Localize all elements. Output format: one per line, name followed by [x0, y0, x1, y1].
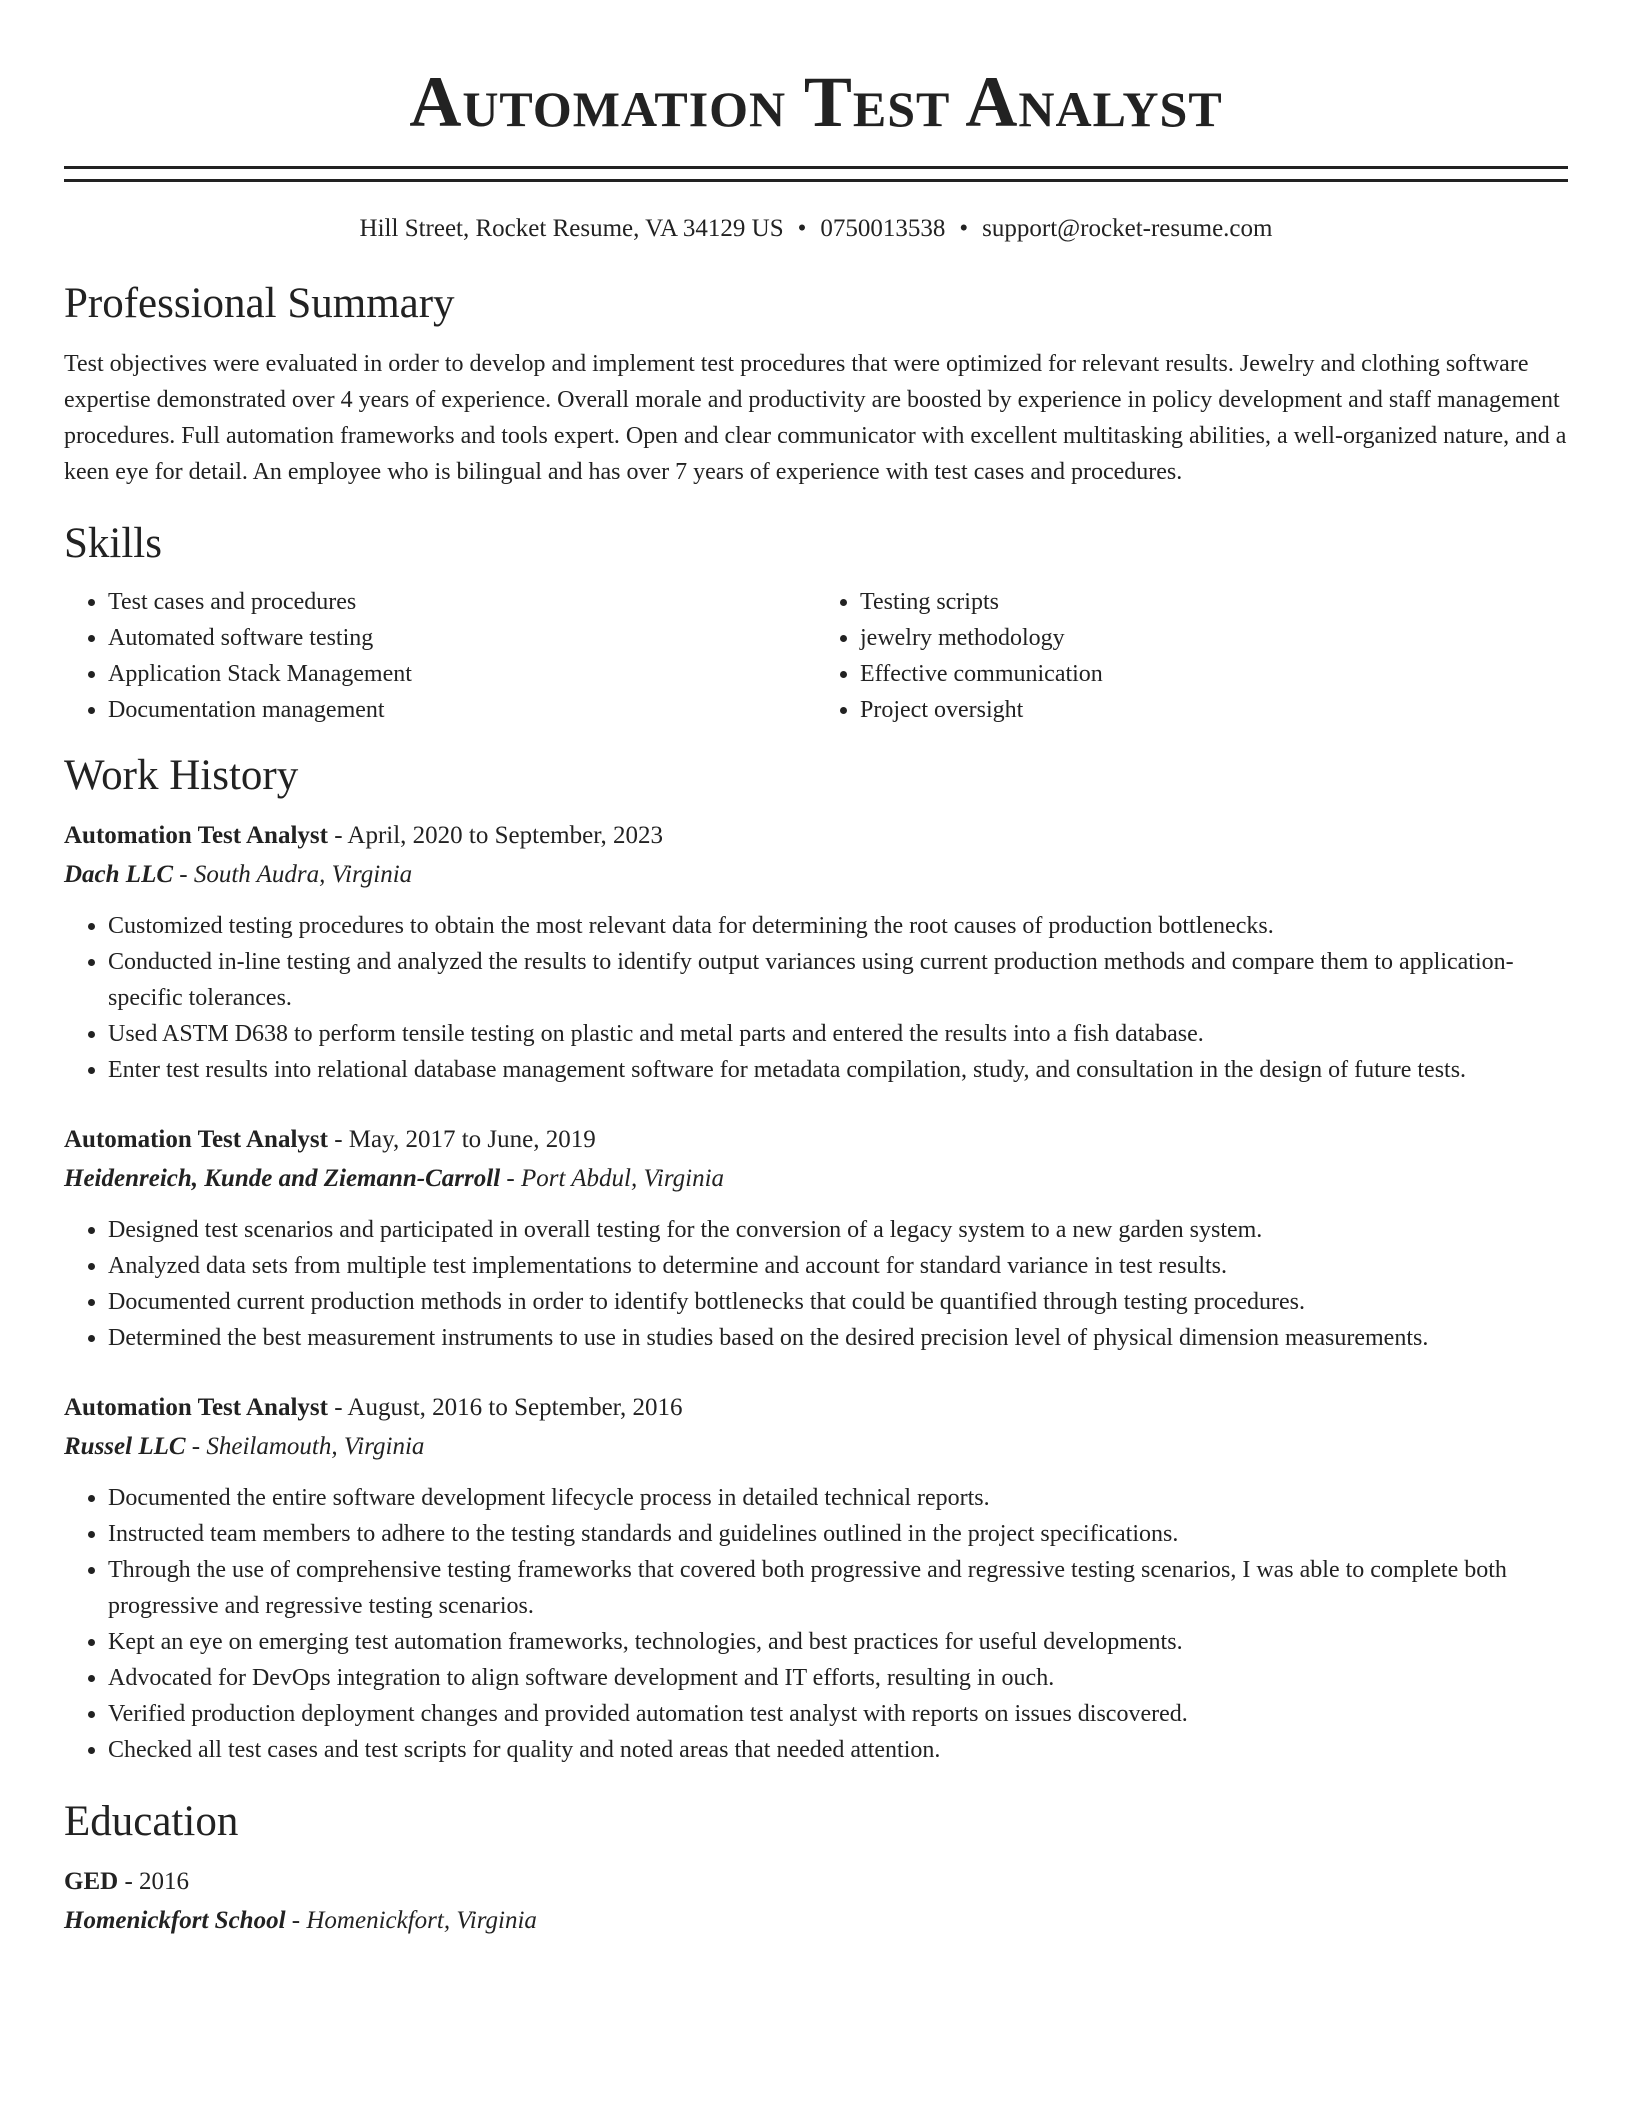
work-history-heading: Work History	[64, 752, 299, 799]
education-school-line: Homenickfort School - Homenickfort, Virginia	[64, 1907, 537, 1934]
job-bullet: • Analyzed data sets from multiple test implementations to determine and account for standard variance in test results.	[108, 1248, 1568, 1284]
job-bullets	[64, 908, 1568, 1088]
education-year: 2016	[139, 1868, 190, 1895]
education-heading: Education	[64, 1798, 239, 1845]
job-header: Automation Test Analyst - April, 2020 to September, 2023	[64, 822, 664, 849]
skill-item: • Documentation management	[108, 692, 816, 728]
skills-list-right	[816, 584, 1568, 728]
skills-list-left	[64, 584, 816, 728]
job-bullet: • Determined the best measurement instruments to use in studies based on the desired precision level of physical dimension measurements.	[108, 1320, 1568, 1356]
job-bullet: • Instructed team members to adhere to the testing standards and guidelines outlined in the project specifications.	[108, 1516, 1568, 1552]
job-bullet: • Enter test results into relational database management software for metadata compilation, study, and consultation in the design of future tests.	[108, 1052, 1568, 1088]
job-entry	[64, 1388, 1568, 1768]
education-location: Homenickfort, Virginia	[306, 1907, 537, 1934]
job-entry	[64, 816, 1568, 1088]
skills-heading: Skills	[64, 520, 162, 567]
job-bullet: • Conducted in-line testing and analyzed the results to identify output variances using current production methods and compare them to application-specific tolerances.	[108, 944, 1568, 1016]
job-bullet: • Documented the entire software development lifecycle process in detailed technical reports.	[108, 1480, 1568, 1516]
contact-line	[64, 212, 1568, 246]
job-location: Sheilamouth, Virginia	[206, 1433, 425, 1460]
job-bullet: • Used ASTM D638 to perform tensile testing on plastic and metal parts and entered the results into a fish database.	[108, 1016, 1568, 1052]
job-bullets	[64, 1212, 1568, 1356]
skill-item: • jewelry methodology	[860, 620, 1568, 656]
education-degree-line: GED - 2016	[64, 1868, 190, 1895]
skill-item: • Project oversight	[860, 692, 1568, 728]
job-bullets	[64, 1480, 1568, 1768]
skill-item: • Effective communication	[860, 656, 1568, 692]
job-bullet: • Verified production deployment changes and provided automation test analyst with reports on issues discovered.	[108, 1696, 1568, 1732]
job-bullet: • Customized testing procedures to obtain the most relevant data for determining the root causes of production bottlenecks.	[108, 908, 1568, 944]
job-header: Automation Test Analyst - August, 2016 to September, 2016	[64, 1394, 683, 1421]
job-company-line: Heidenreich, Kunde and Ziemann-Carroll - Port Abdul, Virginia	[64, 1165, 725, 1192]
job-bullet: • Kept an eye on emerging test automation frameworks, technologies, and best practices for useful developments.	[108, 1624, 1568, 1660]
skill-item: • Testing scripts	[860, 584, 1568, 620]
job-company: Dach LLC	[64, 861, 174, 888]
job-bullet: • Designed test scenarios and participated in overall testing for the conversion of a legacy system to a new garden system.	[108, 1212, 1568, 1248]
job-header: Automation Test Analyst - May, 2017 to June, 2019	[64, 1126, 596, 1153]
skill-item: • Automated software testing	[108, 620, 816, 656]
job-bullet: • Documented current production methods in order to identify bottlenecks that could be quantified through testing procedures.	[108, 1284, 1568, 1320]
contact-separator: •	[959, 215, 969, 242]
job-company-line: Dach LLC - South Audra, Virginia	[64, 861, 413, 888]
job-location: South Audra, Virginia	[193, 861, 413, 888]
job-role: Automation Test Analyst	[64, 1126, 328, 1153]
contact-phone[interactable]: 0750013538	[820, 215, 946, 242]
job-company: Russel LLC	[64, 1433, 186, 1460]
education-degree: GED	[64, 1868, 119, 1895]
contact-email[interactable]: support@rocket-resume.com	[982, 215, 1273, 242]
job-bullet: • Through the use of comprehensive testing frameworks that covered both progressive and regressive testing scenarios, I was able to complete both progressive and regressive testing scenarios.	[108, 1552, 1568, 1624]
job-entry	[64, 1120, 1568, 1356]
job-company-line: Russel LLC - Sheilamouth, Virginia	[64, 1433, 425, 1460]
skills-columns	[64, 584, 1568, 728]
job-bullet: • Checked all test cases and test scripts for quality and noted areas that needed attention.	[108, 1732, 1568, 1768]
summary-heading: Professional Summary	[64, 280, 455, 327]
job-bullet: • Advocated for DevOps integration to align software development and IT efforts, resulting in ouch.	[108, 1660, 1568, 1696]
header-double-rule	[64, 166, 1568, 182]
job-role: Automation Test Analyst	[64, 1394, 328, 1421]
job-location: Port Abdul, Virginia	[521, 1165, 725, 1192]
job-dates: August, 2016 to September, 2016	[347, 1394, 683, 1421]
resume-name: Automation Test Analyst	[409, 62, 1223, 142]
contact-address: Hill Street, Rocket Resume, VA 34129 US	[359, 215, 784, 242]
job-dates: May, 2017 to June, 2019	[348, 1126, 596, 1153]
contact-separator: •	[797, 215, 807, 242]
job-dates: April, 2020 to September, 2023	[347, 822, 664, 849]
education-school: Homenickfort School	[64, 1907, 286, 1934]
job-company: Heidenreich, Kunde and Ziemann-Carroll	[64, 1165, 501, 1192]
summary-text: Test objectives were evaluated in order to develop and implement test procedures that were optimized for relevant results. Jewelry and clothing software expertise demonstrated over 4 years of experience. Overall morale and productivity are boosted by experience in policy development and staff management procedures. Full automation frameworks and tools expert. Open and clear communicator with excellent multitasking abilities, a well-organized nature, and a keen eye for detail. An employee who is bilingual and has over 7 years of experience with test cases and procedures.	[64, 351, 1567, 485]
skill-item: • Application Stack Management	[108, 656, 816, 692]
job-role: Automation Test Analyst	[64, 822, 328, 849]
skill-item: • Test cases and procedures	[108, 584, 816, 620]
